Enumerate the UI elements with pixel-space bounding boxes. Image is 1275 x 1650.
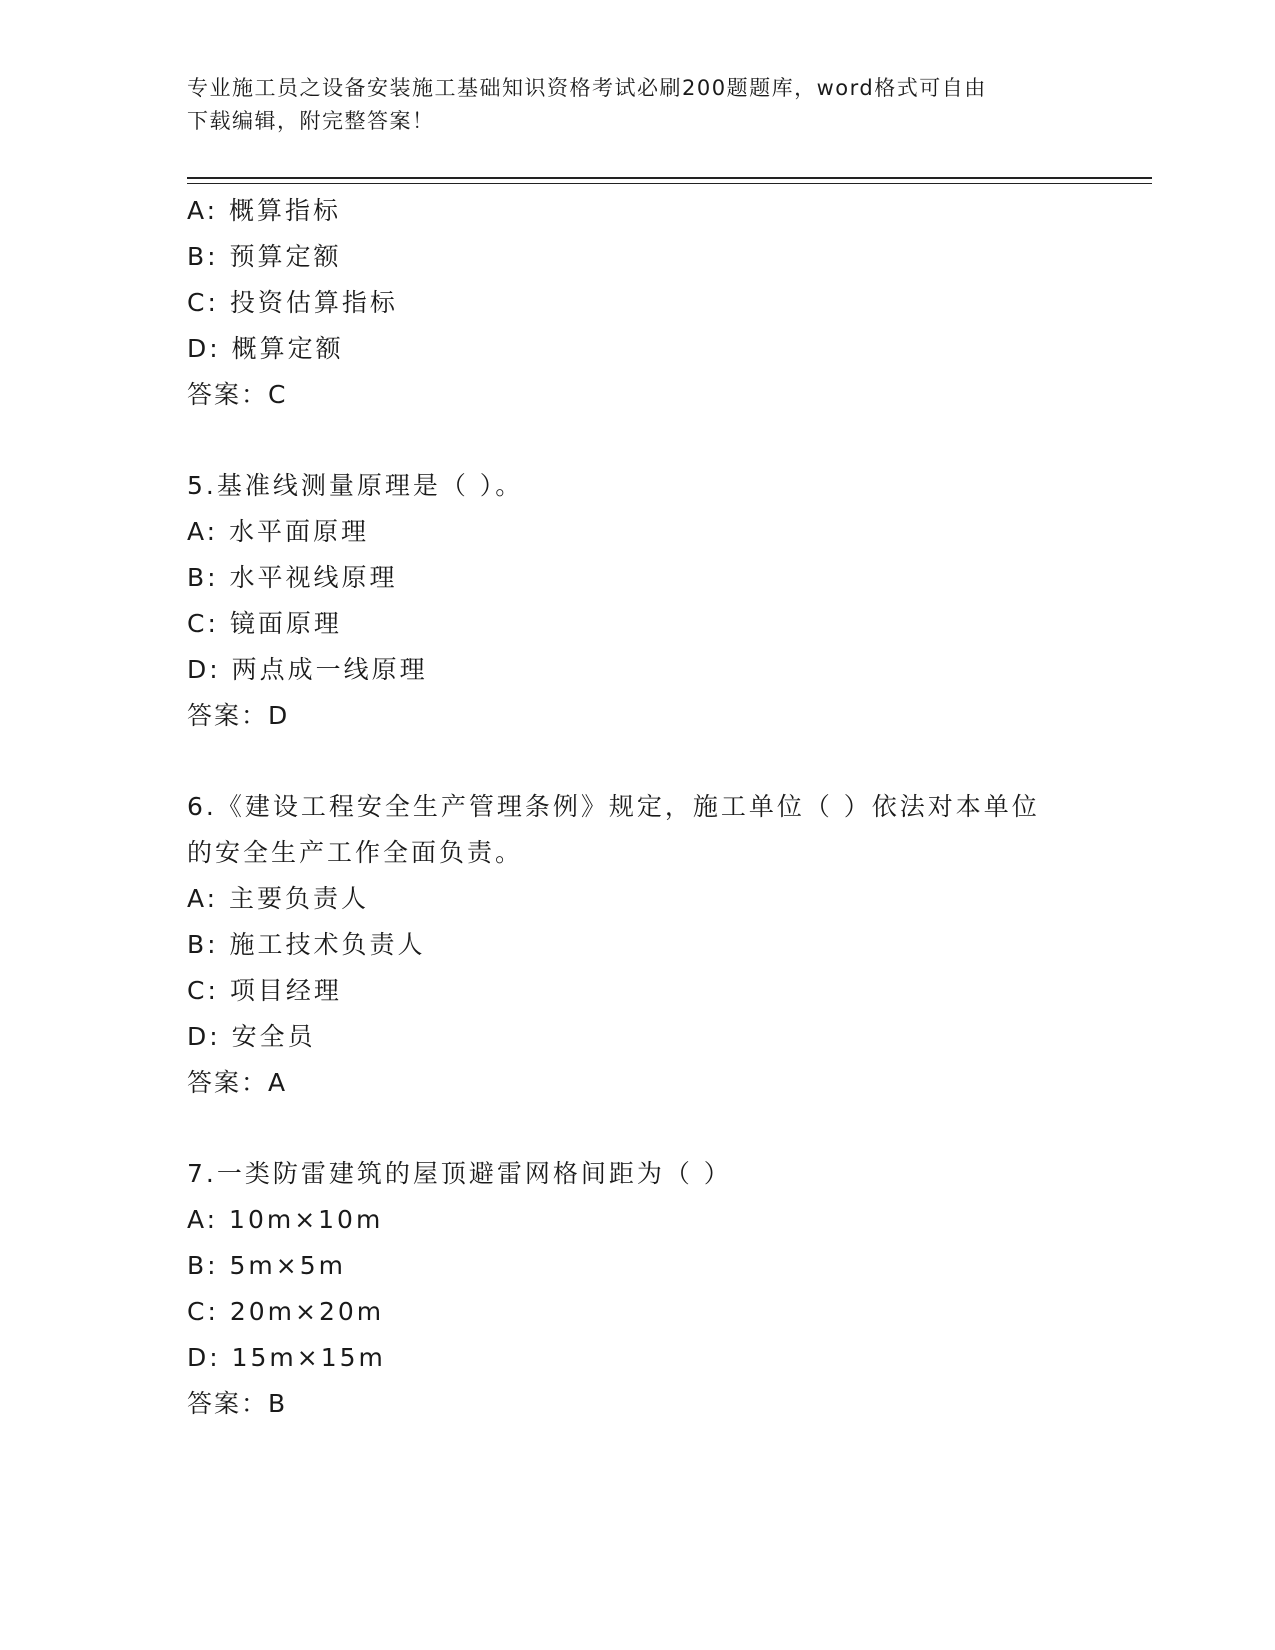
question-6 <box>187 784 1087 1106</box>
answer-line: 答案：C <box>187 380 288 409</box>
spacer <box>187 418 1087 463</box>
option-b: B: 5m×5m <box>187 1251 346 1280</box>
header-line-2: 下载编辑，附完整答案！ <box>187 109 435 133</box>
question-4 <box>187 188 1087 418</box>
option-c: C: 项目经理 <box>187 976 342 1005</box>
spacer <box>187 739 1087 784</box>
option-c: C: 镜面原理 <box>187 609 342 638</box>
question-text-line-2: 的安全生产工作全面负责。 <box>187 838 524 867</box>
option-b: B: 施工技术负责人 <box>187 930 426 959</box>
question-5 <box>187 463 1087 739</box>
question-text: 7.一类防雷建筑的屋顶避雷网格间距为（ ） <box>187 1159 732 1188</box>
question-text-line-1: 6.《建设工程安全生产管理条例》规定，施工单位（ ）依法对本单位 <box>187 792 1040 821</box>
option-a: A: 水平面原理 <box>187 517 370 546</box>
header-rule-thick <box>187 177 1152 179</box>
option-b: B: 预算定额 <box>187 242 342 271</box>
questions-content <box>187 188 1087 1427</box>
answer-line: 答案：D <box>187 701 290 730</box>
option-d: D: 安全员 <box>187 1022 316 1051</box>
option-d: D: 两点成一线原理 <box>187 655 428 684</box>
spacer <box>187 1106 1087 1151</box>
question-text: 5.基准线测量原理是（ ）。 <box>187 471 524 500</box>
option-d: D: 15m×15m <box>187 1343 386 1372</box>
option-a: A: 概算指标 <box>187 196 342 225</box>
question-7 <box>187 1151 1087 1427</box>
document-header <box>187 72 1087 138</box>
option-d: D: 概算定额 <box>187 334 344 363</box>
option-c: C: 20m×20m <box>187 1297 385 1326</box>
option-a: A: 主要负责人 <box>187 884 370 913</box>
option-b: B: 水平视线原理 <box>187 563 398 592</box>
answer-line: 答案：B <box>187 1389 288 1418</box>
header-rule-thin <box>187 183 1152 184</box>
header-line-1: 专业施工员之设备安装施工基础知识资格考试必刷200题题库，word格式可自由 <box>187 76 987 100</box>
answer-line: 答案：A <box>187 1068 288 1097</box>
option-c: C: 投资估算指标 <box>187 288 398 317</box>
option-a: A: 10m×10m <box>187 1205 384 1234</box>
